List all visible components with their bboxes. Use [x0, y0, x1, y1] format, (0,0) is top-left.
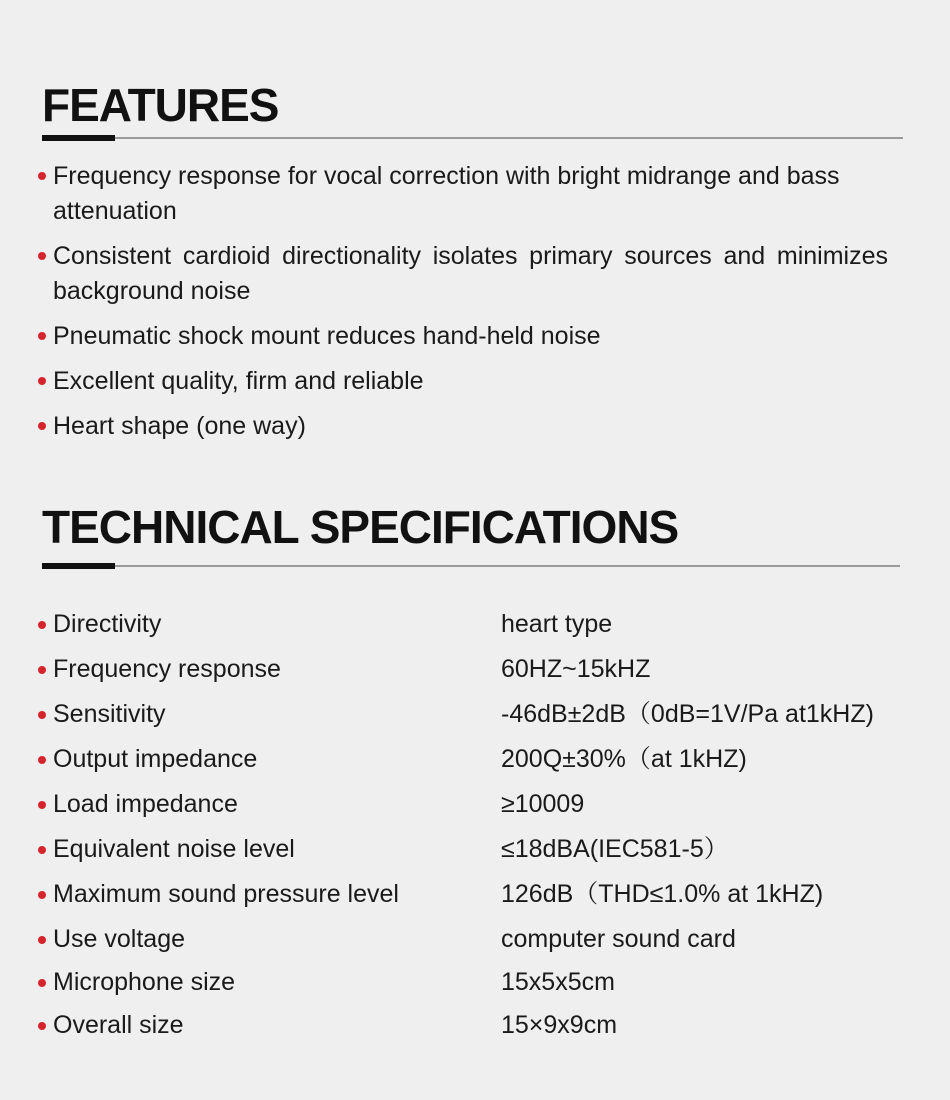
bullet-icon	[38, 666, 46, 674]
bullet-icon	[38, 979, 46, 987]
features-divider	[42, 137, 903, 139]
spec-value: 60HZ~15kHZ	[501, 655, 651, 683]
bullet-icon	[38, 711, 46, 719]
bullet-icon	[38, 891, 46, 899]
spec-label: Use voltage	[53, 925, 186, 953]
feature-item: Heart shape (one way)	[53, 412, 306, 440]
spec-value: 126dB（THD≤1.0% at 1kHZ)	[501, 880, 824, 908]
spec-row	[0, 696, 950, 736]
specs-divider-accent	[42, 563, 115, 569]
bullet-icon	[38, 846, 46, 854]
features-heading: FEATURES	[42, 79, 279, 131]
bullet-icon	[38, 621, 46, 629]
specs-heading: TECHNICAL SPECIFICATIONS	[42, 501, 679, 553]
bullet-icon	[38, 1022, 46, 1030]
spec-row	[0, 921, 950, 961]
spec-label: Frequency response	[53, 655, 281, 683]
spec-row	[0, 964, 950, 1004]
spec-value: computer sound card	[501, 925, 736, 953]
bullet-icon	[38, 172, 46, 180]
spec-value: 15×9x9cm	[501, 1011, 618, 1039]
spec-label: Overall size	[53, 1011, 184, 1039]
spec-label: Maximum sound pressure level	[53, 880, 399, 908]
spec-label: Directivity	[53, 610, 162, 638]
spec-row	[0, 741, 950, 781]
spec-value: heart type	[501, 610, 613, 638]
bullet-icon	[38, 332, 46, 340]
bullet-icon	[38, 756, 46, 764]
bullet-icon	[38, 422, 46, 430]
spec-label: Equivalent noise level	[53, 835, 295, 863]
spec-row	[0, 651, 950, 691]
spec-value: 200Q±30%（at 1kHZ)	[501, 745, 747, 773]
spec-row	[0, 876, 950, 916]
features-divider-accent	[42, 135, 115, 141]
bullet-icon	[38, 252, 46, 260]
spec-row	[0, 606, 950, 646]
spec-value: 15x5x5cm	[501, 968, 615, 996]
spec-row	[0, 831, 950, 871]
specs-divider	[42, 565, 900, 567]
spec-value: ≤18dBA(IEC581-5）	[501, 835, 729, 863]
spec-label: Sensitivity	[53, 700, 166, 728]
spec-value: ≥10009	[501, 790, 585, 818]
spec-row	[0, 1007, 950, 1047]
spec-label: Microphone size	[53, 968, 236, 996]
bullet-icon	[38, 377, 46, 385]
spec-value: -46dB±2dB（0dB=1V/Pa at1kHZ)	[501, 700, 874, 728]
feature-item: Frequency response for vocal correction with bright midrange and bass attenuation	[53, 162, 840, 225]
spec-label: Output impedance	[53, 745, 258, 773]
spec-row	[0, 786, 950, 826]
feature-item: Pneumatic shock mount reduces hand-held noise	[53, 322, 601, 350]
bullet-icon	[38, 936, 46, 944]
feature-item: Excellent quality, firm and reliable	[53, 367, 424, 395]
spec-label: Load impedance	[53, 790, 238, 818]
feature-item: Consistent cardioid directionality isolates primary sources and minimizes background noise	[53, 242, 888, 305]
bullet-icon	[38, 801, 46, 809]
